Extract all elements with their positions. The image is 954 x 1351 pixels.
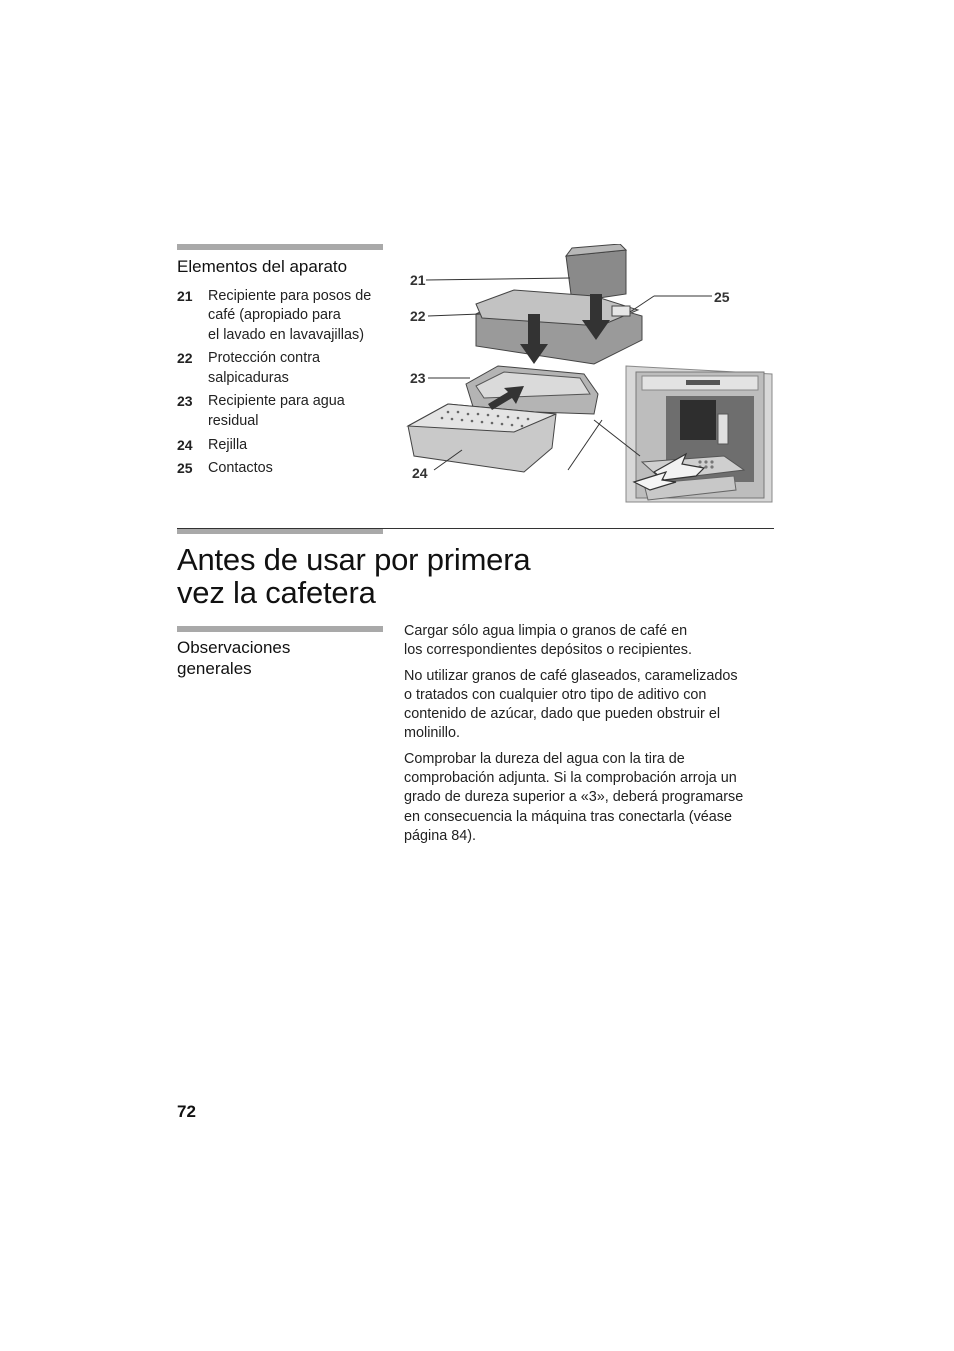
- machine-front-image: [626, 366, 772, 502]
- section-rule-elements: [177, 244, 383, 250]
- list-item: 23 Recipiente para agua residual: [177, 393, 345, 429]
- figure-label-21: 21: [410, 272, 426, 288]
- parts-list: [177, 287, 389, 483]
- section-rule-general: [177, 626, 383, 632]
- paragraph: Comprobar la dureza del agua con la tira de comprobación adjunta. Si la comprobación arroja un grado de dureza superior a «3», deberá programarse en consecuencia la máquina tras conectarla (véase página 84).: [404, 750, 744, 844]
- heading-observaciones: Observaciones generales: [177, 638, 291, 678]
- list-item: 22 Protección contra salpicaduras: [177, 350, 320, 386]
- paragraph: No utilizar granos de café glaseados, caramelizados o tratados con cualquier otro tipo de aditivo con contenido de azúcar, dado que pueden obstruir el molinillo.: [404, 667, 738, 742]
- chapter-divider: [177, 528, 774, 529]
- list-item: 21 Recipiente para posos de café (apropiado para el lavado en lavavajillas): [177, 288, 372, 343]
- list-item: 25 Contactos: [177, 460, 273, 477]
- splash-guard-image: [476, 290, 642, 364]
- figure-label-23: 23: [410, 370, 426, 386]
- grounds-container-image: [566, 244, 626, 302]
- paragraph: Cargar sólo agua limpia o granos de café en los correspondientes depósitos o recipientes.: [404, 623, 692, 659]
- figure-label-25: 25: [714, 289, 730, 305]
- list-item: 24 Rejilla: [177, 436, 248, 453]
- grid-image: [408, 404, 556, 472]
- page-number: 72: [177, 1102, 196, 1121]
- appliance-parts-illustration: [404, 244, 774, 506]
- drip-tray-image: [466, 366, 598, 414]
- chapter-title: Antes de usar por primera vez la cafetera: [177, 542, 531, 610]
- figure-label-22: 22: [410, 308, 426, 324]
- heading-elementos: Elementos del aparato: [177, 257, 348, 276]
- general-notes: [404, 622, 776, 852]
- figure-label-24: 24: [412, 465, 428, 481]
